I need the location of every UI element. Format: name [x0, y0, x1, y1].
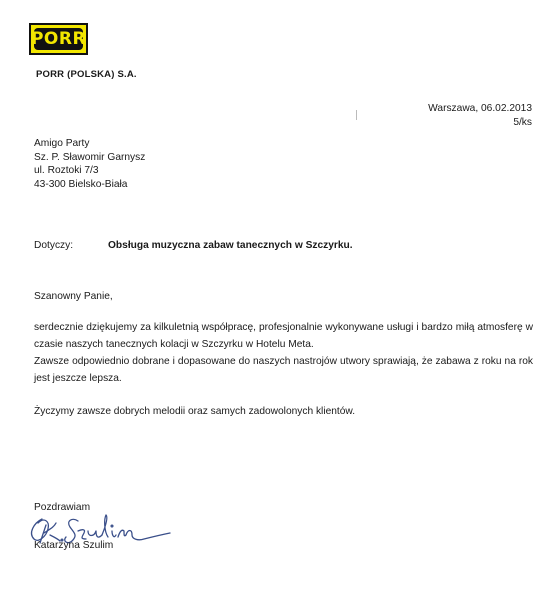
- recipient-line: Sz. P. Sławomir Garnysz: [34, 151, 146, 163]
- reference-number: 5/ks: [513, 117, 532, 128]
- closing: Pozdrawiam: [34, 502, 91, 513]
- body-paragraph: serdecznie dziękujemy za kilkuletnią współpracę, profesjonalnie wykonywane usługi i bardzo miłą atmosferę w czasie naszych tanecznych kolacji w Szczyrku w Hotelu Meta.: [34, 322, 533, 350]
- subject-text: Obsługa muzyczna zabaw tanecznych w Szczyrku.: [108, 240, 353, 251]
- recipient-line: Amigo Party: [34, 138, 90, 149]
- recipient-line: ul. Roztoki 7/3: [34, 165, 99, 176]
- salutation: Szanowny Panie,: [34, 291, 113, 302]
- subject-label: Dotyczy:: [34, 240, 74, 251]
- company-logo: [29, 23, 88, 55]
- signatory-name: Katarzyna Szulim: [34, 540, 114, 551]
- body-paragraph: Życzymy zawsze dobrych melodii oraz samych zadowolonych klientów.: [34, 406, 356, 417]
- scan-mark: [356, 110, 357, 120]
- logo-plate: [30, 28, 87, 50]
- place-date: Warszawa, 06.02.2013: [428, 103, 532, 114]
- company-name: PORR (POLSKA) S.A.: [36, 69, 137, 80]
- logo-text: PORR: [30, 28, 87, 49]
- body-paragraph: Zawsze odpowiednio dobrane i dopasowane do naszych nastrojów utwory sprawiają, że zabawa z roku na rok jest jeszcze lepsza.: [34, 356, 533, 384]
- recipient-line: 43-300 Bielsko-Biała: [34, 178, 128, 190]
